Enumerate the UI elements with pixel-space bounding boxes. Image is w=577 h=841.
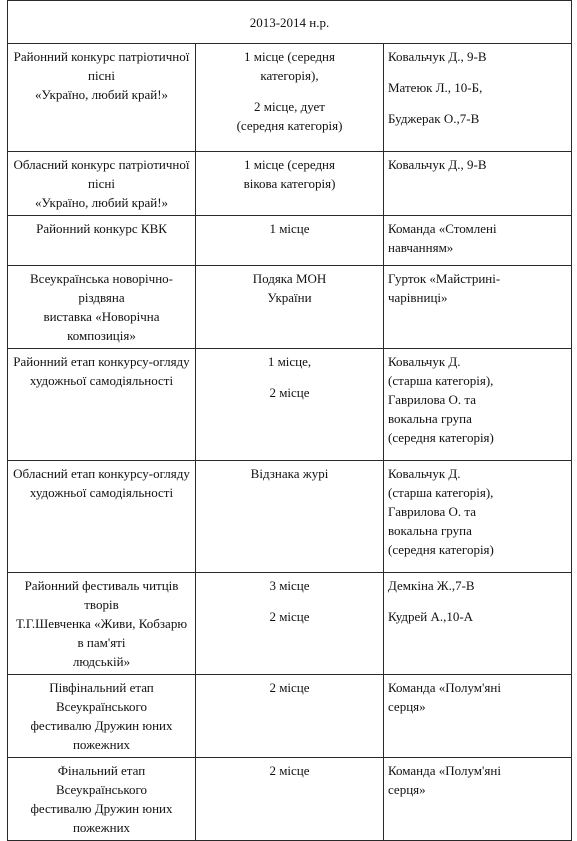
awards-table-body (8, 1, 572, 841)
result-text: України (267, 290, 312, 305)
event-text: Районний конкурс КВК (36, 221, 167, 236)
table-row (8, 216, 572, 266)
event-cell (8, 675, 196, 758)
result-cell (196, 461, 384, 573)
event-text: фестивалю Дружин юних пожежних (30, 801, 173, 835)
result-text: категорія), (260, 68, 319, 83)
participants-cell (384, 152, 572, 216)
spacer (388, 595, 567, 607)
table-row (8, 758, 572, 841)
participant-text: чарівниці» (388, 290, 448, 305)
event-text: художньої самодіяльності (29, 373, 174, 388)
event-cell (8, 349, 196, 461)
event-cell (8, 152, 196, 216)
participants-cell (384, 349, 572, 461)
result-text: Відзнака журі (250, 466, 329, 481)
event-cell (8, 266, 196, 349)
spacer (200, 85, 379, 97)
result-cell (196, 758, 384, 841)
result-text: (середня категорія) (236, 118, 343, 133)
result-text: вікова категорія) (243, 176, 336, 191)
result-cell (196, 152, 384, 216)
participants-cell (384, 216, 572, 266)
participants-cell (384, 461, 572, 573)
participant-text: Гаврилова О. та (388, 392, 477, 407)
spacer (200, 595, 379, 607)
event-text: «Україно, любий край!» (34, 87, 169, 102)
spacer (200, 371, 379, 383)
table-row (8, 573, 572, 675)
participant-text: Ковальчук Д. (388, 354, 461, 369)
result-text: 1 місце, (267, 354, 312, 369)
event-cell (8, 573, 196, 675)
event-text: Всеукраїнська новорічно-різдвяна (30, 271, 173, 305)
table-row (8, 44, 572, 152)
result-cell (196, 44, 384, 152)
result-text: Подяка МОН (252, 271, 327, 286)
result-cell (196, 216, 384, 266)
result-cell (196, 573, 384, 675)
result-text: 1 місце (середня (243, 157, 335, 172)
event-text: Районний фестиваль читців творів (24, 578, 179, 612)
participant-text: Гурток «Майстрині- (388, 271, 501, 286)
participant-text: серця» (388, 782, 426, 797)
participant-text: (середня категорія) (388, 542, 494, 557)
event-cell (8, 758, 196, 841)
event-text: «Україно, любий край!» (34, 195, 169, 210)
participant-text: Буджерак О.,7-В (388, 111, 480, 126)
result-text: 1 місце (середня (243, 49, 335, 64)
event-text: Півфінальний етап Всеукраїнського (49, 680, 154, 714)
event-text: Обласний конкурс патріотичної пісні (13, 157, 190, 191)
participant-text: (старша категорія), (388, 373, 494, 388)
participant-text: Команда «Полум'яні (388, 680, 501, 695)
result-text: 2 місце (269, 385, 310, 400)
event-text: Т.Г.Шевченка «Живи, Кобзарю в пам'яті (15, 616, 188, 650)
participant-text: Команда «Стомлені (388, 221, 497, 236)
awards-table (7, 0, 572, 841)
participants-cell (384, 44, 572, 152)
participant-text: Команда «Полум'яні (388, 763, 501, 778)
participants-cell (384, 573, 572, 675)
event-text: Районний конкурс патріотичної пісні (13, 49, 190, 83)
participant-text: навчанням» (388, 240, 454, 255)
participant-text: (середня категорія) (388, 430, 494, 445)
event-text: Районний етап конкурсу-огляду (13, 354, 190, 369)
participants-cell (384, 675, 572, 758)
result-text: 2 місце (269, 680, 310, 695)
event-cell (8, 216, 196, 266)
table-header-row (8, 1, 572, 44)
event-cell (8, 461, 196, 573)
participant-text: Ковальчук Д., 9-В (388, 49, 487, 64)
event-cell (8, 44, 196, 152)
result-text: 2 місце, дует (254, 99, 325, 114)
result-cell (196, 675, 384, 758)
result-text: 3 місце (269, 578, 310, 593)
event-text: Обласний етап конкурсу-огляду (13, 466, 190, 481)
event-text: виставка «Новорічна композиція» (43, 309, 160, 343)
event-text: людській» (72, 654, 131, 669)
event-text: Фінальний етап Всеукраїнського (55, 763, 148, 797)
event-text: художньої самодіяльності (29, 485, 174, 500)
participants-cell (384, 758, 572, 841)
participant-text: вокальна група (388, 523, 472, 538)
result-cell (196, 266, 384, 349)
table-row (8, 152, 572, 216)
table-row (8, 675, 572, 758)
participant-text: вокальна група (388, 411, 472, 426)
participant-text: Гаврилова О. та (388, 504, 477, 519)
table-row (8, 266, 572, 349)
spacer (388, 97, 567, 109)
participant-text: серця» (388, 699, 426, 714)
participants-cell (384, 266, 572, 349)
participant-text: Матеюк Л., 10-Б, (388, 80, 483, 95)
result-text: 2 місце (269, 763, 310, 778)
participant-text: Ковальчук Д., 9-В (388, 157, 487, 172)
result-cell (196, 349, 384, 461)
school-year-header: 2013-2014 н.р. (8, 1, 572, 44)
spacer (388, 66, 567, 78)
result-text: 1 місце (269, 221, 310, 236)
table-row (8, 349, 572, 461)
event-text: фестивалю Дружин юних пожежних (30, 718, 173, 752)
table-row (8, 461, 572, 573)
participant-text: Демкіна Ж.,7-В (388, 578, 475, 593)
participant-text: (старша категорія), (388, 485, 494, 500)
participant-text: Кудрей А.,10-А (388, 609, 474, 624)
result-text: 2 місце (269, 609, 310, 624)
participant-text: Ковальчук Д. (388, 466, 461, 481)
